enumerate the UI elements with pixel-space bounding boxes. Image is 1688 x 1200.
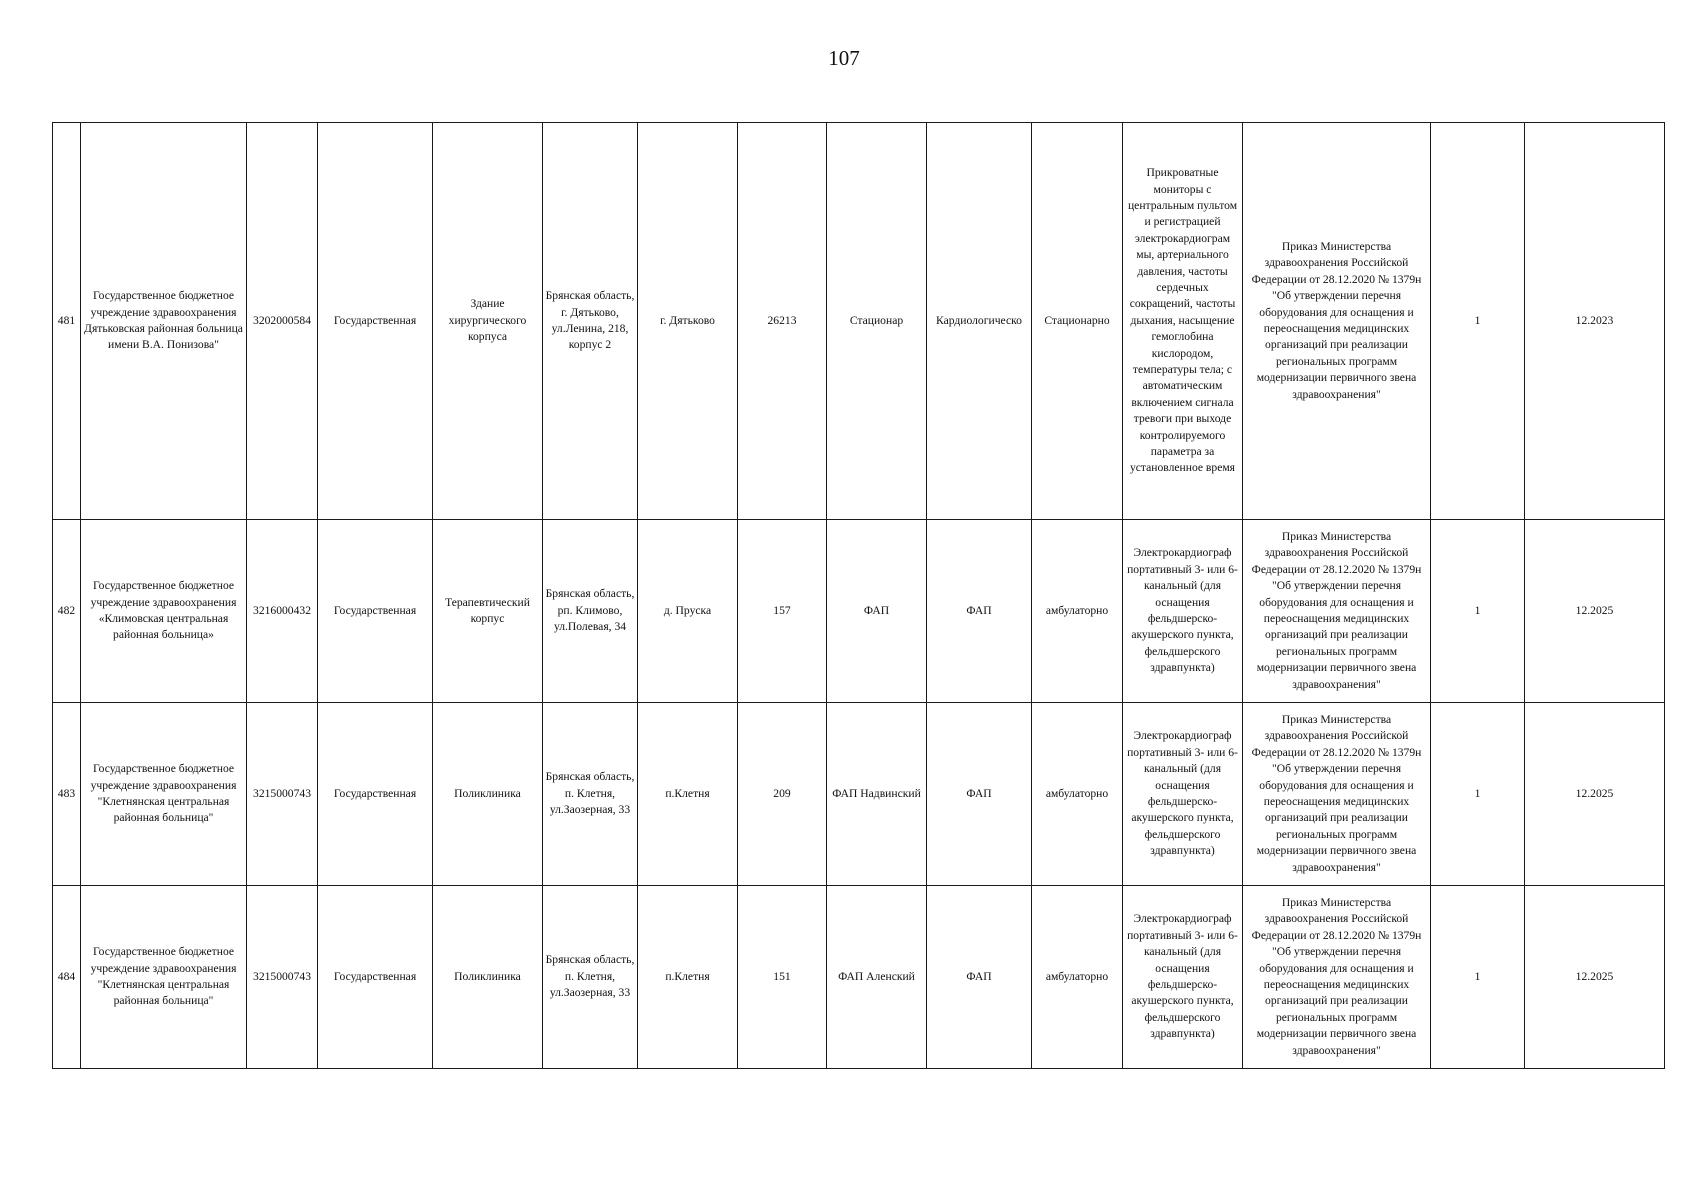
- quantity: 1: [1431, 886, 1525, 1069]
- equipment-description: Прикроватные мониторы с центральным пультом и регистрацией электрокардиограм мы, артериального давления, частоты сердечных сокращений, частоты дыхания, насыщение гемоглобина кислородом, температуры тела; с автоматическим включением сигнала тревоги при выходе контролируемого параметра за установленное время: [1123, 123, 1243, 520]
- care-form: амбулаторно: [1032, 520, 1123, 703]
- regulatory-order: Приказ Министерства здравоохранения Российской Федерации от 28.12.2020 № 1379н "Об утверждении перечня оборудования для оснащения и переоснащения медицинских организаций при реализации региональных программ модернизации первичного звена здравоохранения": [1243, 520, 1431, 703]
- delivery-date: 12.2025: [1525, 520, 1665, 703]
- row-number: 482: [53, 520, 81, 703]
- quantity: 1: [1431, 703, 1525, 886]
- regulatory-order: Приказ Министерства здравоохранения Российской Федерации от 28.12.2020 № 1379н "Об утверждении перечня оборудования для оснащения и переоснащения медицинских организаций при реализации региональных программ модернизации первичного звена здравоохранения": [1243, 123, 1431, 520]
- department: ФАП: [927, 703, 1032, 886]
- building-name: Здание хирургического корпуса: [433, 123, 543, 520]
- ownership-form: Государственная: [318, 123, 433, 520]
- locality-index: 151: [738, 886, 827, 1069]
- delivery-date: 12.2025: [1525, 886, 1665, 1069]
- care-form: Стационарно: [1032, 123, 1123, 520]
- locality-index: 157: [738, 520, 827, 703]
- care-form: амбулаторно: [1032, 703, 1123, 886]
- table-row: [53, 703, 1665, 886]
- locality-index: 209: [738, 703, 827, 886]
- regulatory-order: Приказ Министерства здравоохранения Российской Федерации от 28.12.2020 № 1379н "Об утверждении перечня оборудования для оснащения и переоснащения медицинских организаций при реализации региональных программ модернизации первичного звена здравоохранения": [1243, 886, 1431, 1069]
- table-row: [53, 123, 1665, 520]
- equipment-description: Электрокардиограф портативный 3- или 6-канальный (для оснащения фельдшерско-акушерского пункта, фельдшерского здравпункта): [1123, 703, 1243, 886]
- organization-name: Государственное бюджетное учреждение здравоохранения Дятьковская районная больница имени В.А. Понизова": [81, 123, 247, 520]
- unit-type: ФАП: [827, 520, 927, 703]
- department: Кардиологическо: [927, 123, 1032, 520]
- quantity: 1: [1431, 520, 1525, 703]
- department: ФАП: [927, 520, 1032, 703]
- ownership-form: Государственная: [318, 703, 433, 886]
- organization-code: 3202000584: [247, 123, 318, 520]
- unit-type: ФАП Аленский: [827, 886, 927, 1069]
- organization-code: 3216000432: [247, 520, 318, 703]
- department: ФАП: [927, 886, 1032, 1069]
- unit-type: Стационар: [827, 123, 927, 520]
- locality-index: 26213: [738, 123, 827, 520]
- ownership-form: Государственная: [318, 886, 433, 1069]
- building-address: Брянская область, п. Клетня, ул.Заозерная, 33: [543, 703, 638, 886]
- organization-code: 3215000743: [247, 886, 318, 1069]
- locality: д. Пруска: [638, 520, 738, 703]
- building-name: Поликлиника: [433, 886, 543, 1069]
- table-row: [53, 520, 1665, 703]
- building-address: Брянская область, г. Дятьково, ул.Ленина, 218, корпус 2: [543, 123, 638, 520]
- locality: п.Клетня: [638, 886, 738, 1069]
- locality: г. Дятьково: [638, 123, 738, 520]
- regulatory-order: Приказ Министерства здравоохранения Российской Федерации от 28.12.2020 № 1379н "Об утверждении перечня оборудования для оснащения и переоснащения медицинских организаций при реализации региональных программ модернизации первичного звена здравоохранения": [1243, 703, 1431, 886]
- building-address: Брянская область, п. Клетня, ул.Заозерная, 33: [543, 886, 638, 1069]
- row-number: 484: [53, 886, 81, 1069]
- building-name: Терапевтический корпус: [433, 520, 543, 703]
- row-number: 483: [53, 703, 81, 886]
- unit-type: ФАП Надвинский: [827, 703, 927, 886]
- equipment-description: Электрокардиограф портативный 3- или 6-канальный (для оснащения фельдшерско-акушерского пункта, фельдшерского здравпункта): [1123, 520, 1243, 703]
- organization-name: Государственное бюджетное учреждение здравоохранения «Климовская центральная районная больница»: [81, 520, 247, 703]
- row-number: 481: [53, 123, 81, 520]
- equipment-registry-table: [52, 122, 1665, 1069]
- organization-code: 3215000743: [247, 703, 318, 886]
- building-name: Поликлиника: [433, 703, 543, 886]
- ownership-form: Государственная: [318, 520, 433, 703]
- equipment-description: Электрокардиограф портативный 3- или 6-канальный (для оснащения фельдшерско-акушерского пункта, фельдшерского здравпункта): [1123, 886, 1243, 1069]
- building-address: Брянская область, рп. Климово, ул.Полевая, 34: [543, 520, 638, 703]
- table-row: [53, 886, 1665, 1069]
- delivery-date: 12.2023: [1525, 123, 1665, 520]
- care-form: амбулаторно: [1032, 886, 1123, 1069]
- delivery-date: 12.2025: [1525, 703, 1665, 886]
- organization-name: Государственное бюджетное учреждение здравоохранения "Клетнянская центральная районная больница": [81, 703, 247, 886]
- organization-name: Государственное бюджетное учреждение здравоохранения "Клетнянская центральная районная больница": [81, 886, 247, 1069]
- quantity: 1: [1431, 123, 1525, 520]
- locality: п.Клетня: [638, 703, 738, 886]
- page-number: 107: [828, 46, 860, 70]
